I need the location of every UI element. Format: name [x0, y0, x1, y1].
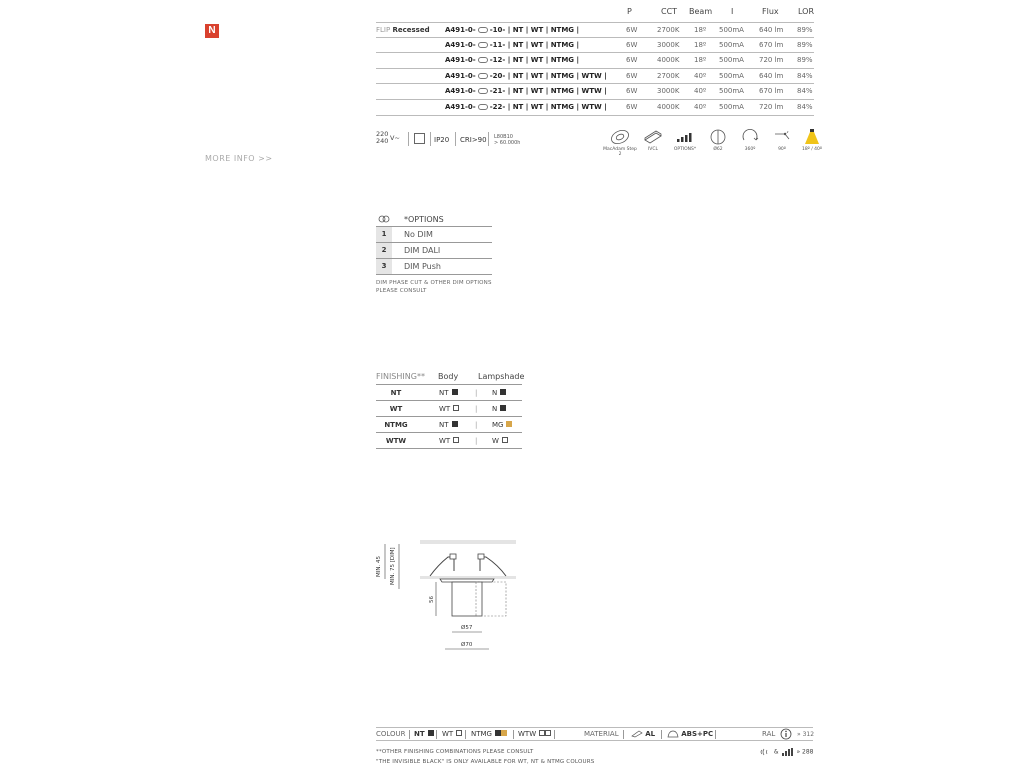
- options-note: [376, 279, 492, 295]
- code-prefix: A491-0-: [445, 40, 476, 49]
- options-note-line: DIM PHASE CUT & OTHER DIM OPTIONS: [376, 280, 492, 286]
- family-name: FLIP: [376, 26, 391, 34]
- page-reference-2-label: » 288: [796, 748, 814, 756]
- body-code: NT: [439, 389, 449, 397]
- spec-rows: [376, 22, 814, 116]
- black-swatch: [452, 421, 458, 427]
- cell-current: 500mA: [719, 102, 744, 111]
- cell-current: 500mA: [719, 87, 744, 96]
- product-family: [376, 26, 430, 34]
- cell-beam: 40º: [694, 87, 707, 96]
- cell-beam: 18º: [694, 26, 707, 34]
- material-abs: [667, 730, 713, 738]
- tilt-label: 90º: [778, 147, 786, 152]
- rotation-icon: [733, 128, 767, 152]
- finish-name: NTMG: [384, 421, 408, 429]
- lampshade-finish: [492, 437, 508, 445]
- option-name: DIM Push: [404, 262, 441, 271]
- white-swatch: [502, 437, 508, 443]
- divider: [661, 730, 662, 739]
- spec-row: [376, 22, 814, 38]
- cell-flux: 640 lm: [759, 71, 784, 80]
- macadam-icon: [603, 128, 637, 157]
- colour-wt: [442, 730, 462, 738]
- body-finish: [439, 405, 459, 413]
- divider: [554, 730, 555, 739]
- dimming-options-icon: [668, 128, 702, 152]
- product-code: [445, 87, 607, 95]
- code-suffix: -12- | NT | WT | NTMG |: [489, 56, 580, 65]
- spec-row: [376, 100, 814, 116]
- cell-lor: 89%: [797, 56, 813, 65]
- body-finish: [439, 421, 458, 429]
- class-ii-icon: [414, 133, 425, 144]
- footer-bar: [376, 727, 813, 741]
- header-body: Body: [438, 372, 459, 381]
- options-label: OPTIONS*: [673, 147, 697, 152]
- body-code: NT: [439, 421, 449, 429]
- options-icon: [478, 88, 488, 94]
- shade-code: MG: [492, 421, 504, 429]
- tilt-icon: [765, 128, 799, 152]
- gold-swatch: [501, 730, 507, 736]
- dim-min-75: MIN. 75 [DIM]: [390, 547, 396, 585]
- header-power: P: [627, 7, 632, 16]
- divider: |: [475, 389, 478, 397]
- new-badge: N: [205, 24, 219, 38]
- cell-cct: 2700K: [657, 26, 680, 34]
- code-prefix: A491-0-: [445, 87, 476, 96]
- cell-cct: 4000K: [657, 102, 680, 111]
- cell-current: 500mA: [719, 71, 744, 80]
- divider: [623, 730, 624, 739]
- header-flux: Flux: [762, 7, 779, 16]
- header-lampshade: Lampshade: [478, 372, 525, 381]
- cell-beam: 18º: [694, 56, 707, 65]
- colour-wtw: [518, 730, 551, 738]
- product-code: [445, 103, 607, 111]
- cell-flux: 670 lm: [759, 40, 784, 49]
- cell-cct: 3000K: [657, 40, 680, 49]
- option-row: [376, 227, 492, 243]
- code-suffix: -21- | NT | WT | NTMG | WTW |: [489, 87, 607, 96]
- cell-lor: 84%: [797, 71, 813, 80]
- code-prefix: A491-0-: [445, 26, 476, 34]
- spec-row: [376, 53, 814, 69]
- cell-cct: 2700K: [657, 71, 680, 80]
- spec-table: [376, 4, 814, 116]
- product-photo: [205, 24, 345, 149]
- option-name: No DIM: [404, 230, 433, 239]
- option-name: DIM DALI: [404, 246, 441, 255]
- divider: |: [475, 405, 478, 413]
- divider: [715, 730, 716, 739]
- ip-rating: IP20: [434, 136, 450, 144]
- option-number: 3: [376, 259, 392, 274]
- cell-beam: 40º: [694, 102, 707, 111]
- divider: |: [475, 421, 478, 429]
- cell-power: 6W: [626, 26, 638, 34]
- options-note-line: PLEASE CONSULT: [376, 288, 427, 294]
- divider: [430, 132, 431, 146]
- product-code: [445, 56, 579, 64]
- info-icon[interactable]: [780, 728, 792, 742]
- cell-power: 6W: [626, 102, 638, 111]
- cell-flux: 640 lm: [759, 26, 784, 34]
- cell-current: 500mA: [719, 26, 744, 34]
- cell-cct: 3000K: [657, 87, 680, 96]
- divider: [488, 132, 489, 146]
- options-icon: [478, 57, 488, 63]
- cell-power: 6W: [626, 71, 638, 80]
- black-swatch: [428, 730, 434, 736]
- gold-swatch: [506, 421, 512, 427]
- body-code: WT: [439, 437, 451, 445]
- voltage-unit: V~: [390, 134, 400, 142]
- colour-ntmg-label: NTMG: [471, 730, 492, 738]
- more-info-link[interactable]: MORE INFO >>: [205, 154, 273, 163]
- divider: [465, 730, 466, 739]
- code-suffix: -10- | NT | WT | NTMG |: [489, 26, 580, 34]
- options-icon: [478, 27, 488, 33]
- cell-power: 6W: [626, 56, 638, 65]
- code-suffix: -20- | NT | WT | NTMG | WTW |: [489, 71, 607, 80]
- lampshade-finish: [492, 405, 506, 413]
- code-suffix: -11- | NT | WT | NTMG |: [489, 40, 580, 49]
- signal-icon: [781, 748, 795, 756]
- finishing-row: [376, 433, 522, 449]
- black-swatch: [500, 389, 506, 395]
- cell-current: 500mA: [719, 56, 744, 65]
- code-suffix: -22- | NT | WT | NTMG | WTW |: [489, 102, 607, 111]
- finishing-title: FINISHING**: [376, 372, 425, 381]
- finishing-table: [376, 371, 525, 449]
- ivcl-icon: [636, 128, 670, 152]
- footnote-invisible-black: "THE INVISIBLE BLACK" IS ONLY AVAILABLE FOR WT, NT & NTMG COLOURS: [376, 759, 595, 765]
- technical-drawing: [368, 535, 528, 665]
- cell-beam: 40º: [694, 71, 707, 80]
- ampersand: &: [773, 748, 779, 756]
- body-finish: [439, 389, 458, 397]
- finish-name: WTW: [385, 437, 407, 445]
- beam-label: 18º / 40º: [801, 147, 823, 152]
- cell-lor: 89%: [797, 40, 813, 49]
- white-swatch: [545, 730, 551, 736]
- voltage-bottom: 240: [376, 137, 389, 145]
- family-type: Recessed: [392, 26, 430, 34]
- cell-lor: 84%: [797, 102, 813, 111]
- cell-beam: 18º: [694, 40, 707, 49]
- lampshade-finish: [492, 389, 506, 397]
- colour-ntmg: [471, 730, 507, 738]
- options-title: *OPTIONS: [404, 215, 444, 224]
- finishing-row: [376, 401, 522, 417]
- header-current: I: [731, 7, 734, 16]
- cell-cct: 4000K: [657, 56, 680, 65]
- options-header: [376, 213, 492, 227]
- cell-current: 500mA: [719, 40, 744, 49]
- code-prefix: A491-0-: [445, 71, 476, 80]
- dim-min-45: MIN. 45: [376, 556, 382, 577]
- rotation-label: 360º: [744, 147, 756, 152]
- finish-name: WT: [389, 405, 403, 413]
- shade-code: N: [492, 389, 498, 397]
- options-icon: [478, 104, 488, 110]
- cell-flux: 720 lm: [759, 56, 784, 65]
- finishing-row: [376, 385, 522, 401]
- body-code: WT: [439, 405, 451, 413]
- header-lor: LOR: [798, 7, 815, 16]
- shade-code: W: [492, 437, 499, 445]
- option-row: [376, 243, 492, 259]
- colour-nt: [414, 730, 434, 738]
- white-swatch: [453, 405, 459, 411]
- white-swatch: [456, 730, 462, 736]
- black-swatch: [500, 405, 506, 411]
- divider: [513, 730, 514, 739]
- page-reference-2: [760, 748, 813, 756]
- colour-nt-label: NT: [414, 730, 425, 738]
- sound-icon: [760, 748, 772, 756]
- material-label: MATERIAL: [584, 730, 619, 738]
- code-prefix: A491-0-: [445, 56, 476, 65]
- dim-diameter-70: Ø70: [461, 642, 473, 648]
- white-swatch: [453, 437, 459, 443]
- divider: [408, 132, 409, 146]
- code-prefix: A491-0-: [445, 102, 476, 111]
- divider: [436, 730, 437, 739]
- spec-row: [376, 84, 814, 100]
- shade-code: N: [492, 405, 498, 413]
- cell-flux: 670 lm: [759, 87, 784, 96]
- option-number: 2: [376, 243, 392, 258]
- product-code: [445, 41, 579, 49]
- spec-header-row: [376, 4, 814, 22]
- black-swatch: [452, 389, 458, 395]
- plastic-icon: [667, 730, 679, 738]
- header-cct: CCT: [661, 7, 678, 16]
- divider: |: [475, 437, 478, 445]
- voltage: [376, 130, 400, 145]
- ivcl-label: IVCL: [647, 147, 659, 152]
- cell-lor: 89%: [797, 26, 813, 34]
- cell-power: 6W: [626, 87, 638, 96]
- material-al-label: AL: [645, 730, 656, 738]
- lampshade-finish: [492, 421, 512, 429]
- diameter-label: Ø62: [713, 147, 723, 152]
- finishing-row: [376, 417, 522, 433]
- lifetime-top: L80B10: [494, 134, 513, 140]
- spec-row: [376, 38, 814, 54]
- finishing-header: [376, 371, 525, 385]
- cutout-diameter-icon: [701, 128, 735, 152]
- product-code: [445, 72, 607, 80]
- lifetime-bottom: > 60.000h: [494, 140, 521, 146]
- footnote-finishing: **OTHER FINISHING COMBINATIONS PLEASE CONSULT: [376, 749, 534, 755]
- header-beam: Beam: [689, 7, 713, 16]
- ral-label: RAL: [762, 730, 776, 738]
- cell-flux: 720 lm: [759, 102, 784, 111]
- cell-lor: 84%: [797, 87, 813, 96]
- finish-name: NT: [390, 389, 402, 397]
- options-icon: [378, 215, 390, 225]
- lifetime: [494, 134, 520, 146]
- product-code: [445, 26, 579, 34]
- macadam-label: MacAdam Step 2: [603, 147, 637, 157]
- cell-power: 6W: [626, 40, 638, 49]
- colour-wtw-label: WTW: [518, 730, 537, 738]
- option-number: 1: [376, 227, 392, 242]
- aluminium-icon: [631, 730, 643, 738]
- spec-row: [376, 69, 814, 85]
- feature-icons: [376, 128, 823, 164]
- dim-height: 56: [429, 596, 435, 603]
- options-icon: [478, 73, 488, 79]
- voltage-top: 220: [376, 130, 389, 138]
- options-icon: [478, 42, 488, 48]
- colour-wt-label: WT: [442, 730, 454, 738]
- colour-label: COLOUR: [376, 730, 406, 738]
- material-abs-label: ABS+PC: [681, 730, 714, 738]
- page-reference: » 312: [797, 731, 815, 738]
- cri-rating: CRI>90: [460, 136, 487, 144]
- body-finish: [439, 437, 459, 445]
- divider: [455, 132, 456, 146]
- dim-diameter-57: Ø57: [461, 625, 473, 631]
- divider: [409, 730, 410, 739]
- option-row: [376, 259, 492, 275]
- material-al: [631, 730, 655, 738]
- beam-angle-icon: [795, 128, 829, 152]
- options-table: [376, 213, 492, 295]
